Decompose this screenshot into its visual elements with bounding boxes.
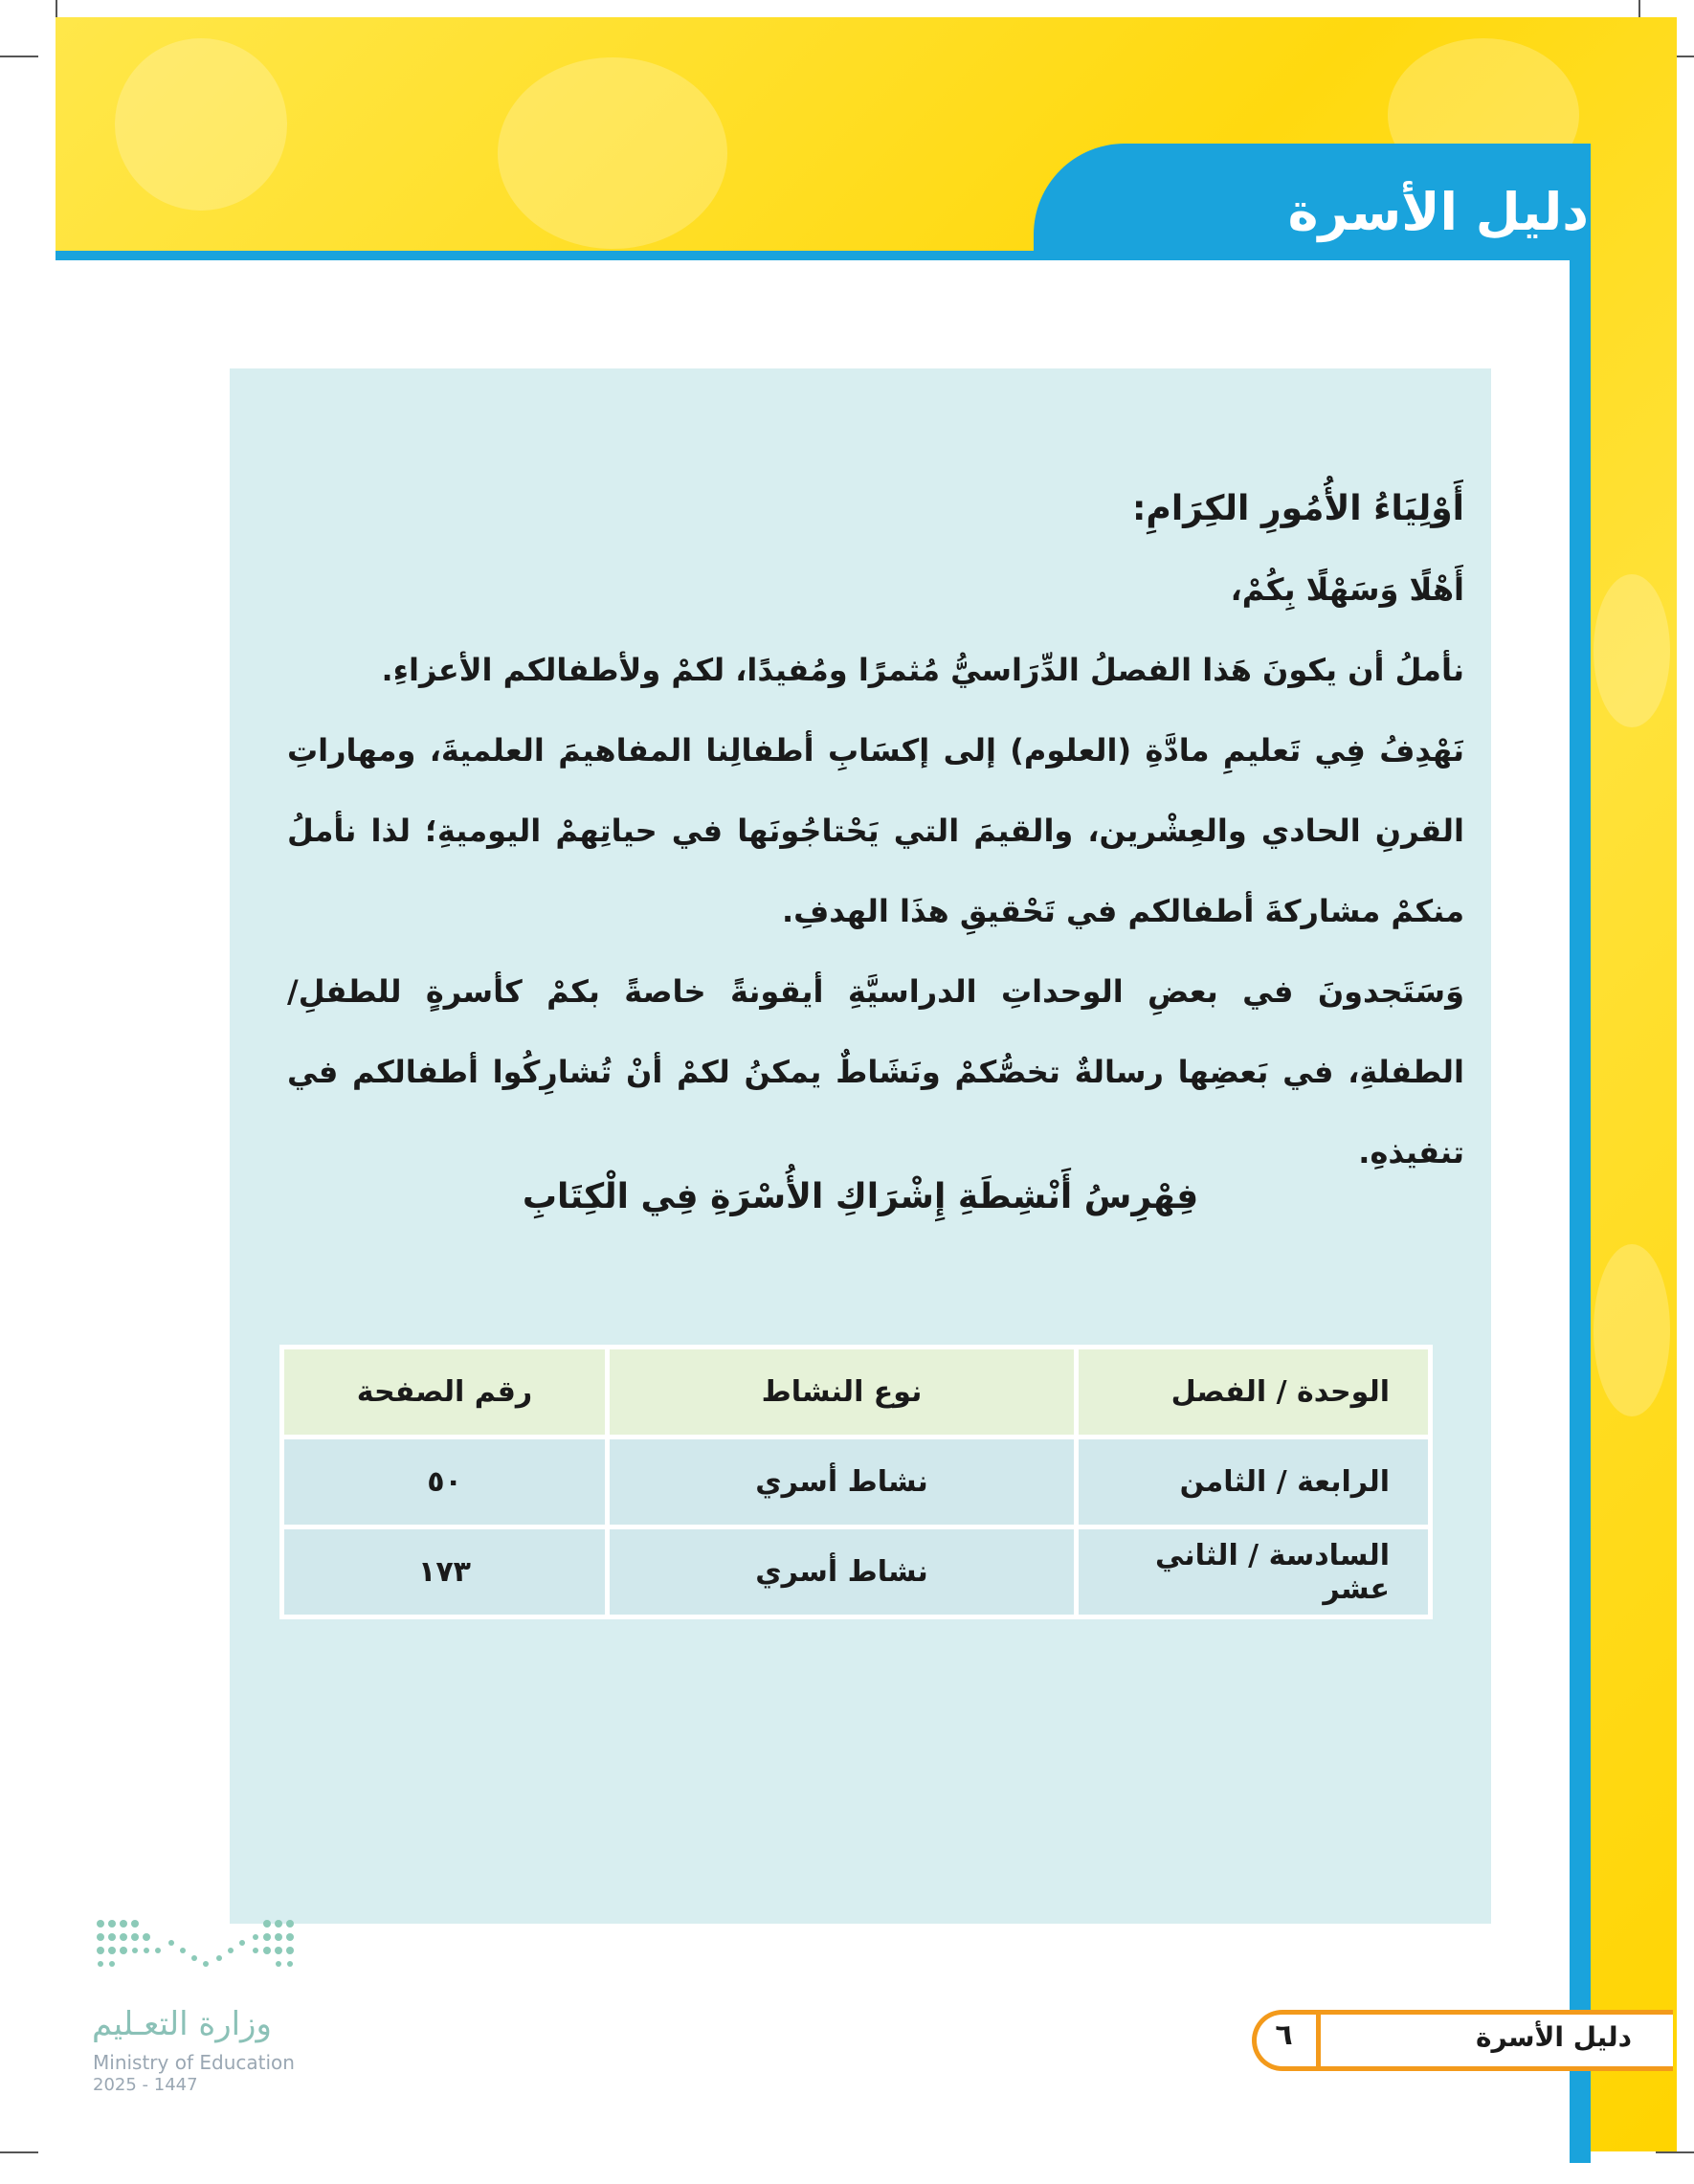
page-title: دليل الأسرة: [1287, 182, 1589, 242]
decorative-bubble: [1594, 1244, 1670, 1416]
side-strip: [1570, 144, 1591, 2163]
index-title: فِهْرِسُ أَنْشِطَةِ إِشْرَاكِ الأُسْرَةِ فِي الْكِتَابِ: [522, 1177, 1199, 1216]
decorative-bubble: [498, 57, 727, 249]
cell-unit: السادسة / الثاني عشر: [1077, 1527, 1431, 1617]
cell-type: نشاط أسري: [608, 1437, 1077, 1527]
header-unit: الوحدة / الفصل: [1077, 1348, 1431, 1437]
decorative-bubble: [115, 38, 287, 211]
letter-paragraph-3: وَسَتَجدونَ في بعضِ الوحداتِ الدراسيَّةِ أيقونةً خاصةً بكمْ كأسرةٍ للطفلِ/ الطفلةِ، في بَعضِها رسالةٌ تخصُّكمْ ونَشَاطٌ يمكنُ لكمْ أنْ تُشارِكُوا أطفالكم في تنفيذهِ.: [287, 973, 1464, 1170]
crop-mark: [0, 2151, 38, 2153]
decorative-bubble: [1594, 574, 1670, 727]
letter-paragraph-2: نَهْدِفُ فِي تَعليمِ مادَّةِ (العلوم) إلى إكسَابِ أطفالِنا المفاهيمَ العلميةَ، ومهاراتِ القرنِ الحادي والعِشْرين، والقيمَ التي يَحْتاجُونَها في حياتِهمْ اليوميةِ؛ لذا نأملُ منكمْ مشاركةَ أطفالكم في تَحْقيقِ هذَا الهدفِ.: [287, 732, 1464, 929]
cell-page: ١٧٣: [282, 1527, 608, 1617]
header-page: رقم الصفحة: [282, 1348, 608, 1437]
page-number: ٦: [1275, 2018, 1293, 2052]
ministry-year: 2025 - 1447: [93, 2075, 198, 2095]
cell-page: ٥٠: [282, 1437, 608, 1527]
letter-paragraph-1: نأملُ أن يكونَ هَذا الفصلُ الدِّرَاسيُّ مُثمرًا ومُفيدًا، لكمْ ولأطفالكم الأعزاءِ.: [381, 652, 1464, 688]
letter-greeting: أَوْلِيَاءُ الأُمُورِ الكِرَامِ:: [1132, 489, 1464, 528]
ministry-name-english: Ministry of Education: [93, 2051, 295, 2074]
table-header-row: [282, 1348, 1431, 1437]
table-row: [282, 1527, 1431, 1617]
footer-label: دليل الأسرة: [1476, 2021, 1632, 2053]
crop-mark: [0, 56, 38, 57]
letter-welcome: أَهْلًا وَسَهْلًا بِكُمْ،: [1230, 571, 1464, 608]
cell-type: نشاط أسري: [608, 1527, 1077, 1617]
ministry-logo-icon: [91, 1914, 311, 2000]
letter-text: [287, 469, 1464, 1192]
crop-mark: [1656, 2151, 1694, 2153]
ministry-name-arabic: وزارة التعـليم: [92, 2005, 272, 2043]
header-type: نوع النشاط: [608, 1348, 1077, 1437]
activities-index-table: [279, 1345, 1433, 1619]
cell-unit: الرابعة / الثامن: [1077, 1437, 1431, 1527]
table-row: [282, 1437, 1431, 1527]
